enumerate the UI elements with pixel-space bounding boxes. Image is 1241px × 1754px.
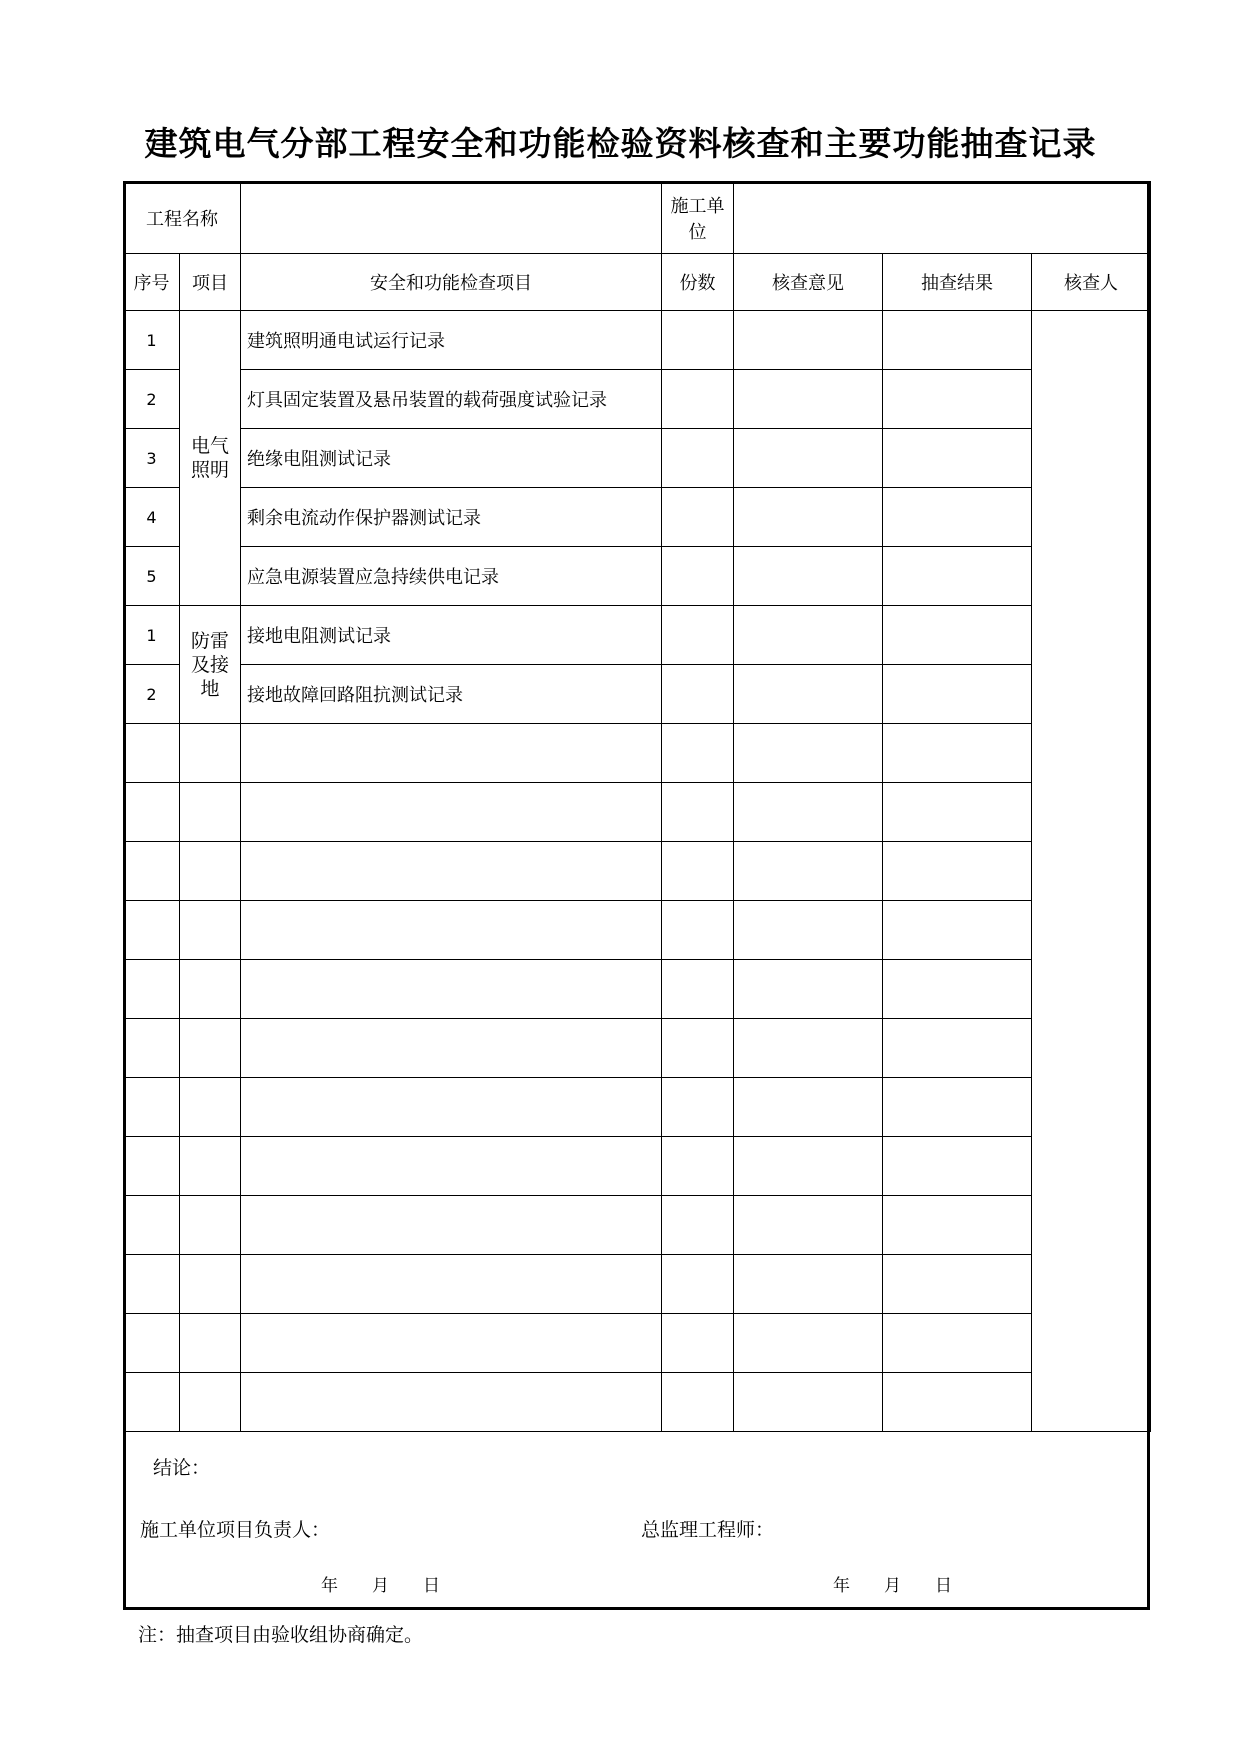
form-outer-border <box>123 181 1150 1610</box>
col-spot-check-header: 抽查结果 <box>883 254 1032 311</box>
row-seq: 2 <box>124 370 180 429</box>
row-seq: 1 <box>124 606 180 665</box>
col-item-header: 项目 <box>180 254 241 311</box>
date-right: 年 月 日 <box>833 1576 952 1596</box>
date-left: 年 月 日 <box>321 1576 440 1596</box>
row-check-item: 建筑照明通电试运行记录 <box>241 311 662 370</box>
row-check-item: 接地电阻测试记录 <box>241 606 662 665</box>
page-title: 建筑电气分部工程安全和功能检验资料核查和主要功能抽查记录 <box>144 124 1097 163</box>
project-name-label: 工程名称 <box>124 182 241 254</box>
footnote: 注：抽查项目由验收组协商确定。 <box>138 1624 424 1646</box>
row-seq: 4 <box>124 488 180 547</box>
category-line: 电气 <box>190 435 229 457</box>
conclusion-label: 结论： <box>153 1457 211 1479</box>
row-seq: 3 <box>124 429 180 488</box>
signature-section <box>123 1429 1150 1610</box>
category-line: 地 <box>200 677 220 700</box>
col-review-opinion-header: 核查意见 <box>734 254 883 311</box>
row-seq: 5 <box>124 547 180 606</box>
row-seq: 1 <box>124 311 180 370</box>
chief-supervisor-label: 总监理工程师： <box>641 1519 775 1541</box>
col-copies-header: 份数 <box>662 254 734 311</box>
col-check-item-header: 安全和功能检查项目 <box>241 254 662 311</box>
row-check-item: 剩余电流动作保护器测试记录 <box>241 488 662 547</box>
construction-unit-label: 施工单位 <box>662 182 734 254</box>
row-check-item: 接地故障回路阻抗测试记录 <box>241 665 662 724</box>
row-check-item: 灯具固定装置及悬吊装置的载荷强度试验记录 <box>241 370 662 429</box>
row-check-item: 绝缘电阻测试记录 <box>241 429 662 488</box>
construction-lead-label: 施工单位项目负责人： <box>140 1519 331 1541</box>
row-seq: 2 <box>124 665 180 724</box>
category-line: 防雷 <box>190 629 229 652</box>
category-line: 及接 <box>190 653 229 676</box>
row-check-item: 应急电源装置应急持续供电记录 <box>241 547 662 606</box>
category-line: 照明 <box>190 459 229 481</box>
col-seq-header: 序号 <box>124 254 180 311</box>
col-reviewer-header: 核查人 <box>1032 254 1151 311</box>
